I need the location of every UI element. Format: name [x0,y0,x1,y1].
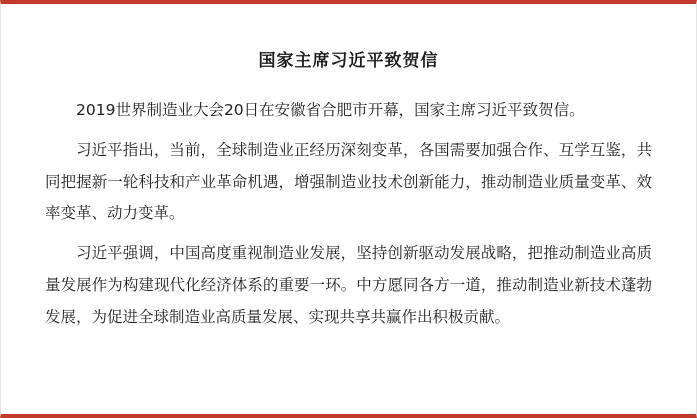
page-title: 国家主席习近平致贺信 [258,51,439,71]
paragraph-1: 2019世界制造业大会20日在安徽省合肥市开幕，国家主席习近平致贺信。 [76,101,585,120]
paragraph-3: 习近平强调，中国高度重视制造业发展，坚持创新驱动发展战略，把推动制造业高质量发展作为构建现代化经济体系的重要一环。中方愿同各方一道，推动制造业新技术蓬勃发展，为促进全球制造业高质量发展、实现共享共赢作出积极贡献。 [45,244,652,326]
paragraph-2: 习近平指出，当前，全球制造业正经历深刻变革，各国需要加强合作、互学互鉴，共同把握新一轮科技和产业革命机遇，增强制造业技术创新能力，推动制造业质量变革、效率变革、动力变革。 [45,140,652,223]
